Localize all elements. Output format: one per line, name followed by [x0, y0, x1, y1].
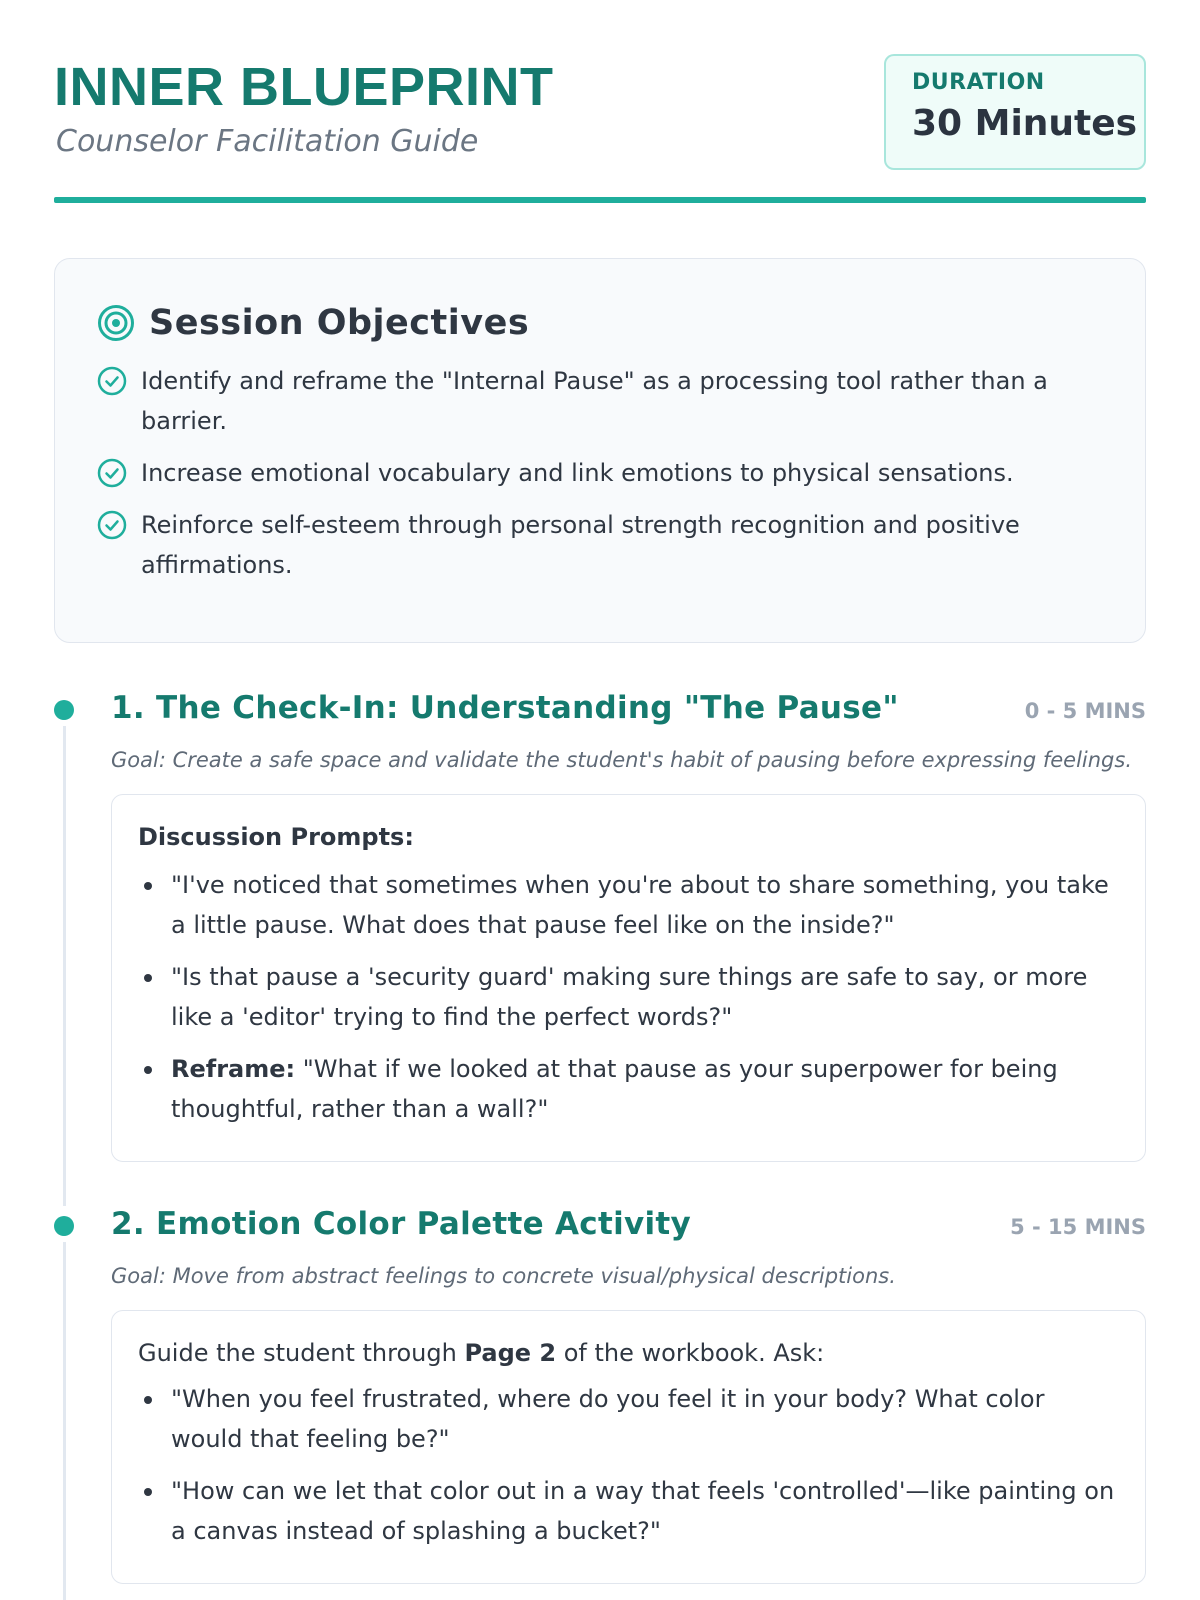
objective-item — [97, 505, 1105, 585]
question-item: "How can we let that color out in a way that feels 'controlled'—like painting on a canvas instead of splashing a bucket?" — [138, 1471, 1119, 1551]
duration-value: 30 Minutes — [912, 103, 1138, 144]
intro-pre: Guide the student through — [138, 1339, 465, 1367]
section-goal: Goal: Create a safe space and validate the student's habit of pausing before expressing feelings. — [111, 748, 1133, 772]
objectives-title: Session Objectives — [149, 303, 530, 343]
section-goal: Goal: Move from abstract feelings to concrete visual/physical descriptions. — [111, 1264, 896, 1288]
objective-item — [97, 453, 1105, 493]
section-title: 1. The Check-In: Understanding "The Pause" — [111, 690, 899, 726]
activity-box — [111, 1310, 1146, 1584]
objective-text: Identify and reframe the "Internal Pause" as a processing tool rather than a barrier. — [141, 367, 1048, 435]
discussion-prompts-box — [111, 794, 1146, 1162]
page-subtitle: Counselor Facilitation Guide — [56, 124, 479, 159]
duration-label: DURATION — [912, 70, 1045, 95]
check-circle-icon — [97, 366, 127, 396]
box-heading: Discussion Prompts: — [138, 823, 414, 851]
intro-bold: Page 2 — [464, 1339, 557, 1367]
timeline-line — [63, 1242, 66, 1600]
section-header — [111, 1206, 1146, 1242]
reframe-text: "What if we looked at that pause as your superpower for being thoughtful, rather than a wall?" — [171, 1055, 1058, 1123]
prompt-item-reframe — [138, 1049, 1119, 1129]
check-circle-icon — [97, 458, 127, 488]
section-time: 0 - 5 MINS — [1024, 699, 1146, 723]
objective-text: Increase emotional vocabulary and link emotions to physical sensations. — [141, 459, 1014, 487]
target-icon — [97, 304, 135, 342]
timeline-line — [63, 726, 66, 1206]
intro-post: of the workbook. Ask: — [556, 1339, 825, 1367]
header — [54, 0, 1146, 200]
page-title: INNER BLUEPRINT — [54, 57, 554, 117]
objective-item — [97, 361, 1105, 441]
duration-badge — [884, 54, 1146, 170]
activity-intro — [138, 1339, 1119, 1367]
timeline-section-check-in — [54, 690, 1146, 1206]
prompt-item: "I've noticed that sometimes when you're about to share something, you take a little pause. What does that pause feel like on the inside?" — [138, 865, 1119, 945]
prompt-list — [138, 865, 1119, 1129]
session-timeline — [54, 690, 1146, 1600]
timeline-dot — [54, 1216, 74, 1236]
section-time: 5 - 15 MINS — [1010, 1215, 1146, 1239]
question-item: "When you feel frustrated, where do you feel it in your body? What color would that feeling be?" — [138, 1379, 1119, 1459]
reframe-label: Reframe: — [171, 1055, 296, 1083]
prompt-item: "Is that pause a 'security guard' making sure things are safe to say, or more like a 'editor' trying to find the perfect words?" — [138, 957, 1119, 1037]
check-circle-icon — [97, 510, 127, 540]
section-header — [111, 690, 1146, 726]
section-title: 2. Emotion Color Palette Activity — [111, 1206, 692, 1242]
header-divider — [54, 197, 1146, 203]
timeline-dot — [54, 700, 74, 720]
objectives-header — [97, 303, 1105, 343]
objectives-list — [97, 361, 1105, 585]
question-list — [138, 1379, 1119, 1551]
session-objectives-card — [54, 258, 1146, 643]
timeline-section-emotion-palette — [54, 1206, 1146, 1600]
objective-text: Reinforce self-esteem through personal strength recognition and positive affirmations. — [141, 511, 1020, 579]
